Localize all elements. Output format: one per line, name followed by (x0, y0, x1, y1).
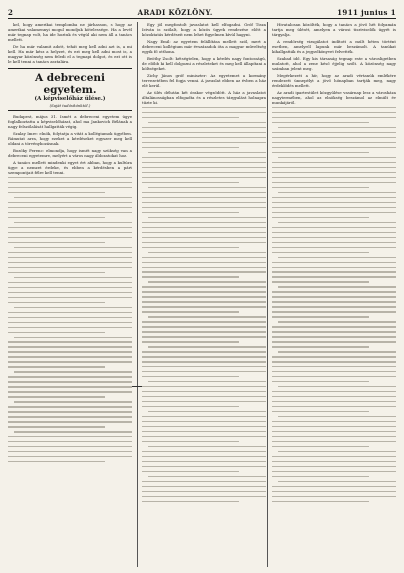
paragraph: Nagy Emil: az egyetem felállítása mellett szól, mert a debreceni kollégium már évszázadok óta a magyar műveltség egyik fő otthona. (142, 39, 266, 54)
paragraph: Egy jól megfontolt javaslatot kell elfogadni. Gróf Tisza István is szólalt, hogy a közös ügyek rendezése előtt a közoktatás kérdéseit nem lehet figyelmen kívül hagyni. (142, 22, 266, 37)
paragraph: Szalay Imre: elnök, folytatja a vitát a kollégiumok ügyében. Rámutat arra, hogy ezeket a kérdéseket egyszer meg kell oldani a törvényhozásnak. (8, 131, 132, 146)
paragraph: Az aradi ipartestület közgyűlése vasárnap lesz a városháza nagytermében, ahol az elnökség beszámol az elmúlt év munkájáról. (272, 90, 396, 105)
paragraph: A rendőrség vizsgálatot indított a múlt héten történt esetben, amelyről lapunk már beszámolt. A tanúkat kihallgatták és a jegyzőkönyvet felvették. (272, 39, 396, 54)
paragraph: A tanács mellett mindenki egyet ért abban, hogy a kultúra ügye a nemzet érdeke, és ebben a kérdésben a párt szempontjait félre kell tenni. (8, 160, 132, 175)
left-column (8, 22, 132, 466)
paragraph: Az ülés délután két órakor végződött. A ház a javaslatot általánosságban elfogadta és a részletes tárgyalást holnapra tűzte ki. (142, 90, 266, 105)
text-body (8, 177, 132, 462)
article-columns (8, 22, 396, 567)
newspaper-page (8, 6, 396, 567)
page-header (8, 6, 396, 19)
column-divider (267, 22, 268, 567)
paragraph: De ha már valamit adott, tehát meg kell adni azt is, a mi kell. Ha már kész a helyzet, és ezt meg kell adni most is, a magyar közönség nem feledi el a tegnapi dolgot, és ezt ott is le kell tenni a tanács asztalára. (8, 44, 132, 64)
paragraph: Zichy János gróf miniszter: Az egyetemet a kormány tervezetében fel fogja venni. A javaslat ebben az évben a ház elé kerül. (142, 73, 266, 88)
article-note: (Saját tudósítónktól.) (49, 103, 91, 108)
issue-date: 1911 junius 1 (337, 7, 396, 17)
paragraph: kel, hogy amerikai templomba ne járhasson, s hogy az amerikai valamennyi mogul mondjuk kötelessége. Ha a levél már tegnap volt, ha ide hoztuk és végül aki nem áll a tanács mellett. (8, 22, 132, 42)
paragraph: Szabad idő. Egy kis társaság tegnap este a városligetben mulatott, ahol a zene késő éjjelig szólt. A közönség nagy számban jelent meg. (272, 56, 396, 71)
newspaper-title: ARADI KÖZLÖNY. (137, 7, 213, 17)
paragraph: Hivatalosan közölték, hogy a tanács a jövő hét folyamán tartja meg ülését, amelyen a városi tisztviselők ügyét is tárgyalja. (272, 22, 396, 37)
paragraph: Budapest, május 31. Ismét a debreceni egyetem ügye foglalkoztatta a képviselőházat, ahol ma Jankovich Bélának a nagy felszólalását hallgatták végig. (8, 114, 132, 129)
right-column (272, 22, 396, 506)
paragraph: Bozóky Ferenc: elmondja, hogy ismét nagy szükség van a debreceni egyetemre, melyért a város nagy áldozatokat hoz. (8, 148, 132, 158)
text-body (142, 107, 266, 502)
article-heading (8, 68, 132, 111)
paragraph: Megérkezett a hír, hogy az aradi vértanúk emlékére rendezett ünnepélyt a jövő hónapban tartják meg, nagy érdeklődés mellett. (272, 73, 396, 88)
text-body (272, 107, 396, 502)
middle-column (142, 22, 266, 506)
column-divider (137, 22, 138, 567)
page-number: 2 (8, 7, 14, 17)
article-title: A debreceni egyetem. (34, 72, 106, 96)
paragraph: Beöthy Zsolt: kétségtelen, hogy a kérdés nagy fontosságú, de előbb ki kell dolgozni a részleteket és meg kell állapítani a költségeket. (142, 56, 266, 71)
article-subtitle: (A képviselőház ülése.) (34, 96, 106, 102)
